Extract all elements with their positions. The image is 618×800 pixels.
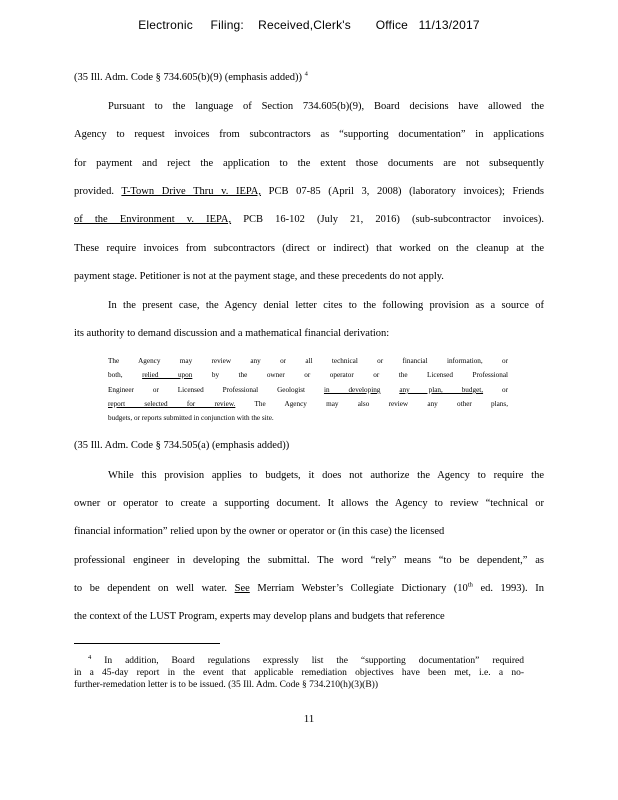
footnote-divider [74,643,220,644]
paragraph-3-line-1: While this provision applies to budgets, it does not authorize the Agency to require the [108,470,544,481]
footnote-reference[interactable]: 4 [304,70,308,78]
paragraph-3-line-4: professional engineer in developing the submittal. The word “rely” means “to be dependent,” as [74,555,544,566]
paragraph-1-line-2: Agency to request invoices from subcontractors as “supporting documentation” in applications [74,129,544,140]
emphasis-in-developing: in developing [323,386,381,394]
paragraph-3-line-3: financial information” relied upon by the owner or operator or (in this case) the licensed [74,526,445,537]
paragraph-3-line-2: owner or operator to create a supporting document. It allows the Agency to review “technical or [74,498,544,509]
paragraph-1-line-7: payment stage. Petitioner is not at the payment stage, and these precedents do not apply. [74,271,444,282]
signal-see: See [234,583,250,594]
paragraph-1-line-5: of the Environment v. IEPA, PCB 16-102 (July 21, 2016) (sub-subcontractor invoices). [74,214,544,225]
paragraph-3-line-5: to be dependent on well water. See Merriam Webster’s Collegiate Dictionary (10th ed. 1993). In [74,581,545,594]
citation-734-605: (35 Ill. Adm. Code § 734.605(b)(9) (emphasis added)) $^4$ [74,70,308,83]
filing-stamp-header: Electronic Filing: Received,Clerk's Office 11/13/2017 [138,18,480,32]
paragraph-2-line-1: In the present case, the Agency denial letter cites to the following provision as a source of [108,300,544,311]
paragraph-1-line-6: These require invoices from subcontractors (direct or indirect) that worked on the cleanup at the [74,243,544,254]
block-quote-line-1: The Agency may review any or all technical or financial information, or [108,357,508,365]
emphasis-relied-upon: relied upon [142,371,193,379]
block-quote-line-5: budgets, or reports submitted in conjunction with the site. [108,414,274,422]
footnote-4-line-2: in a 45-day report in the event that applicable remediation objectives have been met, i.e. a no- [74,668,524,678]
paragraph-1-line-4: provided. T-Town Drive Thru v. IEPA, PCB 07-85 (April 3, 2008) (laboratory invoices); Friends [74,186,544,197]
case-citation-t-town: T-Town Drive Thru v. IEPA, [121,186,261,197]
case-citation-friends-of-environment: of the Environment v. IEPA, [74,214,232,225]
page-number: 11 [303,713,315,725]
paragraph-1-line-3: for payment and reject the application to the extent those documents are not subsequently [74,158,544,169]
block-quote-line-4: report selected for review. The Agency may also review any other plans, [108,400,508,408]
footnote-4-line-3: further-remedation letter is to be issued. (35 Ill. Adm. Code § 734.210(h)(3)(B)) [74,680,378,690]
paragraph-1-line-1: Pursuant to the language of Section 734.605(b)(9), Board decisions have allowed the [108,101,544,112]
paragraph-2-line-2: its authority to demand discussion and a mathematical financial derivation: [74,328,390,339]
footnote-marker: 4 [88,653,92,661]
emphasis-any-plan-budget: any plan, budget, [399,386,484,394]
block-quote-line-2: both, relied upon by the owner or operator or the Licensed Professional [108,371,509,379]
footnote-4-line-1: $^4$ In addition, Board regulations expressly list the “supporting documentation” required [88,653,524,666]
paragraph-3-line-6: the context of the LUST Program, experts may develop plans and budgets that reference [74,611,445,622]
block-quote-line-3: Engineer or Licensed Professional Geologist in developing any plan, budget, or [108,386,508,394]
citation-734-505: (35 Ill. Adm. Code § 734.505(a) (emphasis added)) [74,440,290,451]
emphasis-report-selected: report selected for review. [108,400,236,408]
